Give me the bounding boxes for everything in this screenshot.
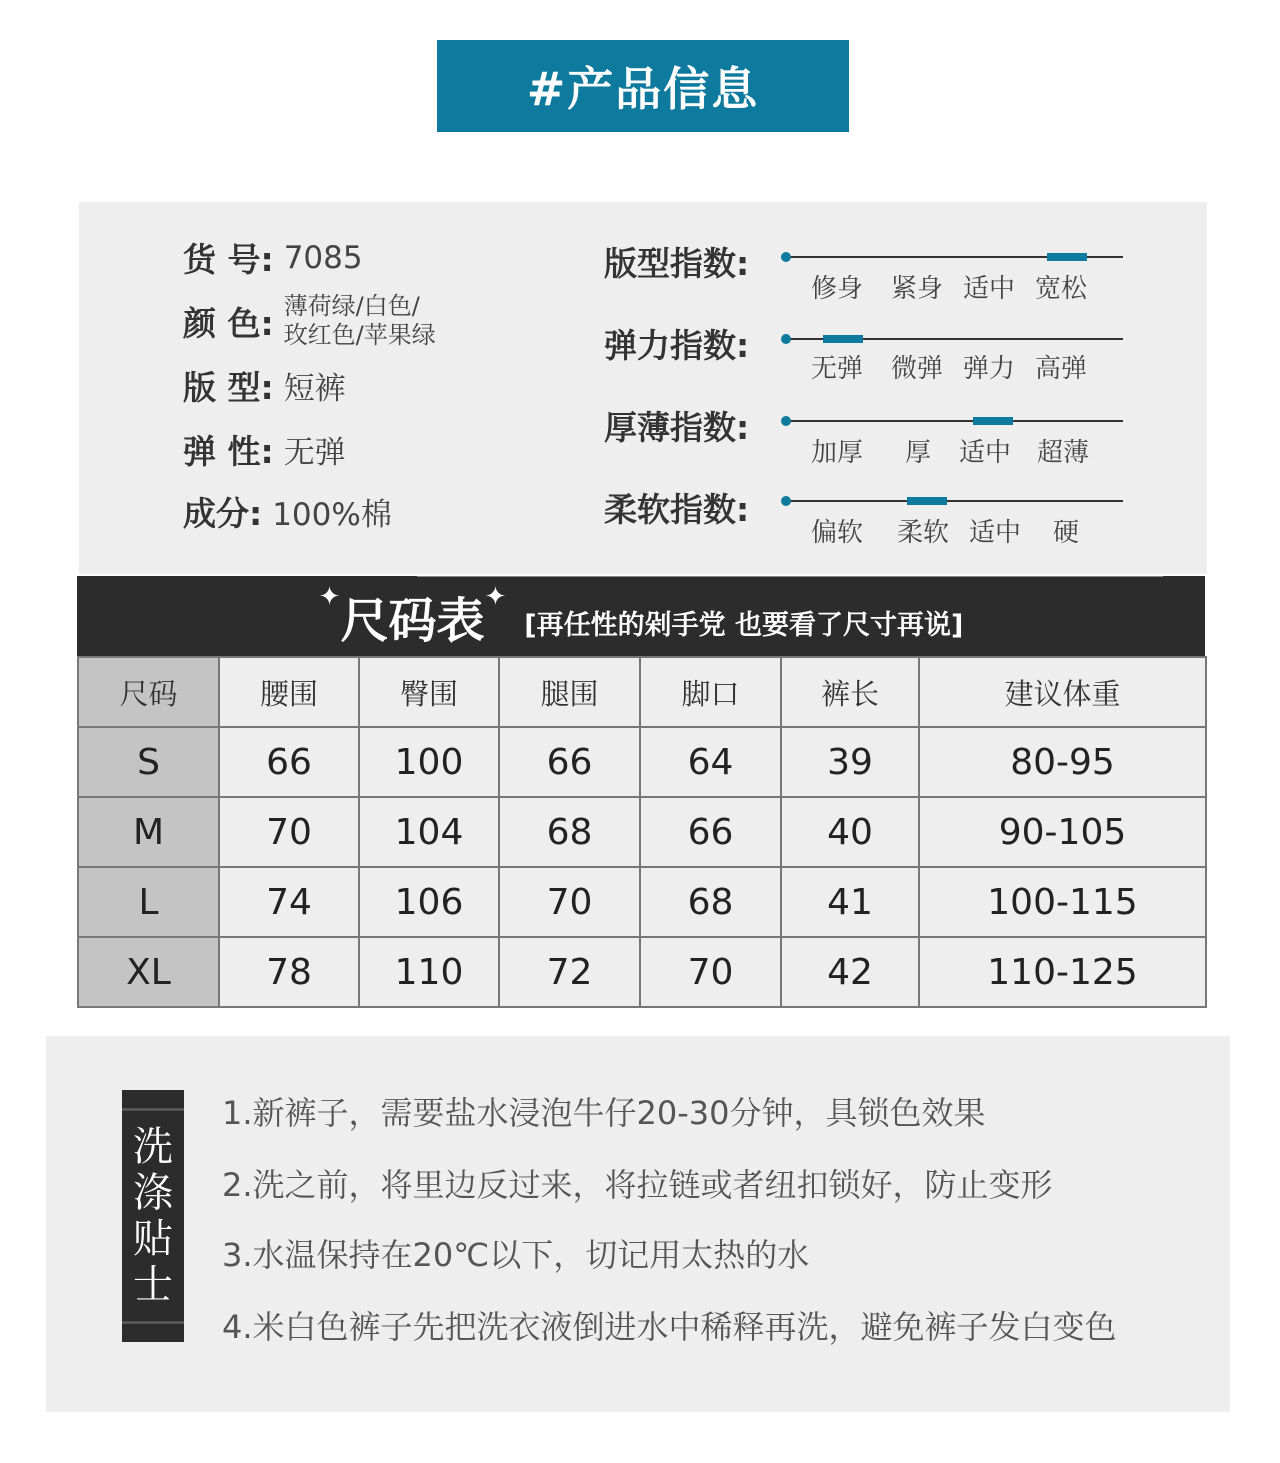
info-item-fit xyxy=(183,362,346,409)
table-cell: 42 xyxy=(781,937,919,1007)
info-value: 100%棉 xyxy=(272,497,392,533)
table-cell: XL xyxy=(78,937,219,1007)
index-marker xyxy=(907,497,947,505)
table-header-cell: 腰围 xyxy=(219,657,359,727)
index-marker xyxy=(1047,253,1087,261)
care-tip-item: 3.水温保持在20℃以下，切记用太热的水 xyxy=(222,1236,810,1274)
index-track-softness xyxy=(785,500,1123,502)
index-dot xyxy=(781,416,791,426)
index-option: 超薄 xyxy=(1037,438,1090,468)
info-item-color xyxy=(183,292,436,350)
care-tips-badge xyxy=(122,1090,184,1342)
index-dot xyxy=(781,496,791,506)
size-chart-header xyxy=(77,576,1205,656)
info-label: 成分: xyxy=(183,494,263,533)
index-track-elasticity xyxy=(785,338,1123,340)
table-cell: 100-115 xyxy=(919,867,1206,937)
care-tip-item: 2.洗之前，将里边反过来，将拉链或者纽扣锁好，防止变形 xyxy=(222,1166,1053,1204)
table-row xyxy=(78,727,1206,797)
table-header-cell: 建议体重 xyxy=(919,657,1206,727)
table-row xyxy=(78,937,1206,1007)
index-dot xyxy=(781,252,791,262)
table-cell: 66 xyxy=(219,727,359,797)
page-title-banner: #产品信息 xyxy=(437,40,849,132)
info-value: 7085 xyxy=(283,239,363,276)
care-tip-item: 4.米白色裤子先把洗衣液倒进水中稀释再洗，避免裤子发白变色 xyxy=(222,1308,1117,1346)
table-cell: 64 xyxy=(640,727,781,797)
info-value: 薄荷绿/白色/ 玫红色/苹果绿 xyxy=(283,292,436,349)
table-row xyxy=(78,797,1206,867)
product-info-panel xyxy=(79,202,1207,574)
info-item-elasticity xyxy=(183,426,346,473)
index-label-fit: 版型指数: xyxy=(604,244,750,283)
table-cell: 78 xyxy=(219,937,359,1007)
index-track-fit xyxy=(785,256,1123,258)
table-header-cell: 尺码 xyxy=(78,657,219,727)
table-header-cell: 脚口 xyxy=(640,657,781,727)
table-cell: 72 xyxy=(499,937,640,1007)
table-header-row xyxy=(78,657,1206,727)
index-dot xyxy=(781,334,791,344)
index-marker xyxy=(973,417,1013,425)
index-options-thickness xyxy=(811,432,1111,466)
index-option: 适中 xyxy=(963,274,1016,304)
info-item-material xyxy=(183,488,392,535)
info-value: 无弹 xyxy=(283,435,346,471)
index-option: 偏软 xyxy=(811,518,864,548)
index-option: 柔软 xyxy=(897,518,950,548)
info-item-number xyxy=(183,234,363,281)
table-cell: 80-95 xyxy=(919,727,1206,797)
table-cell: 66 xyxy=(499,727,640,797)
index-marker xyxy=(823,335,863,343)
care-tips-badge-text: 洗 涤 贴 士 xyxy=(133,1124,173,1308)
index-option: 微弹 xyxy=(891,354,944,384)
index-options-softness xyxy=(811,512,1111,546)
table-header-cell: 臀围 xyxy=(359,657,499,727)
size-chart-title-text: 尺码表 xyxy=(340,592,485,649)
table-cell: 70 xyxy=(499,867,640,937)
care-tip-item: 1.新裤子，需要盐水浸泡牛仔20-30分钟，具锁色效果 xyxy=(222,1094,986,1132)
index-option: 适中 xyxy=(959,438,1012,468)
table-cell: L xyxy=(78,867,219,937)
size-table xyxy=(77,656,1207,1008)
table-cell: 74 xyxy=(219,867,359,937)
table-cell: 110-125 xyxy=(919,937,1206,1007)
index-label-thickness: 厚薄指数: xyxy=(604,408,750,447)
info-label: 货 号: xyxy=(183,240,274,279)
index-option: 高弹 xyxy=(1035,354,1088,384)
info-value: 短裤 xyxy=(283,371,346,407)
index-option: 无弹 xyxy=(811,354,864,384)
table-cell: 90-105 xyxy=(919,797,1206,867)
table-cell: 40 xyxy=(781,797,919,867)
index-option: 硬 xyxy=(1053,518,1080,548)
info-label: 弹 性: xyxy=(183,432,274,471)
sparkle-icon: ✦ xyxy=(484,581,507,612)
care-tips-panel xyxy=(46,1036,1230,1412)
sparkle-icon: ✦ xyxy=(318,581,341,612)
table-cell: 110 xyxy=(359,937,499,1007)
index-option: 适中 xyxy=(969,518,1022,548)
table-cell: 39 xyxy=(781,727,919,797)
index-option: 修身 xyxy=(811,274,864,304)
index-option: 厚 xyxy=(905,438,932,468)
divider xyxy=(122,1108,184,1111)
table-cell: 68 xyxy=(640,867,781,937)
size-chart-subtitle: [再任性的剁手党 也要看了尺寸再说] xyxy=(524,609,964,641)
table-cell: 41 xyxy=(781,867,919,937)
index-label-softness: 柔软指数: xyxy=(604,490,750,529)
index-option: 弹力 xyxy=(963,354,1016,384)
table-cell: M xyxy=(78,797,219,867)
table-cell: 68 xyxy=(499,797,640,867)
table-cell: 70 xyxy=(640,937,781,1007)
index-options-elasticity xyxy=(811,348,1111,382)
index-option: 宽松 xyxy=(1035,274,1088,304)
index-label-elasticity: 弹力指数: xyxy=(604,326,750,365)
info-label: 版 型: xyxy=(183,368,274,407)
table-cell: 100 xyxy=(359,727,499,797)
divider xyxy=(122,1321,184,1324)
index-options-fit xyxy=(811,268,1111,302)
index-track-thickness xyxy=(785,420,1123,422)
table-cell: 106 xyxy=(359,867,499,937)
index-option: 加厚 xyxy=(811,438,864,468)
table-row xyxy=(78,867,1206,937)
index-option: 紧身 xyxy=(891,274,944,304)
table-cell: 66 xyxy=(640,797,781,867)
table-cell: 70 xyxy=(219,797,359,867)
table-header-cell: 裤长 xyxy=(781,657,919,727)
info-label: 颜 色: xyxy=(183,303,274,343)
size-chart-title xyxy=(319,582,507,651)
table-cell: 104 xyxy=(359,797,499,867)
table-header-cell: 腿围 xyxy=(499,657,640,727)
table-cell: S xyxy=(78,727,219,797)
divider xyxy=(417,576,1163,577)
